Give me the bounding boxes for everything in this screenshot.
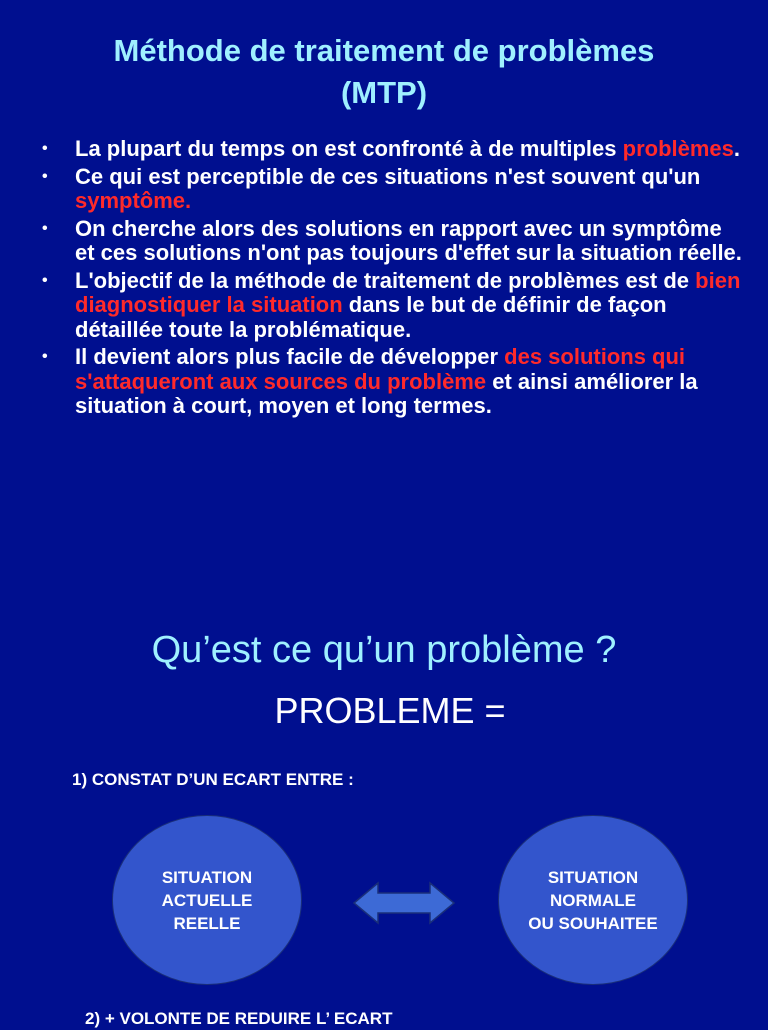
- bullet-dot-icon: •: [42, 219, 48, 237]
- bullet-text: On cherche alors des solutions en rapport avec un symptôme et ces solutions n'ont pas toujours d'effet sur la situation réelle.: [75, 215, 742, 265]
- situation-actuelle-circle: [112, 815, 302, 985]
- slide-title-line-2: (MTP): [340, 75, 428, 110]
- bullet-text: L'objectif de la méthode de traitement de problèmes est de: [75, 267, 696, 293]
- bullet-item: [42, 137, 742, 162]
- bullet-highlight: problèmes: [622, 136, 734, 161]
- bullet-highlight: des solutions qui s'attaqueront aux sources du problème: [75, 344, 686, 394]
- circle-line: NORMALE: [550, 890, 636, 910]
- bullet-highlight: symptôme.: [75, 188, 192, 213]
- circle-line: ACTUELLE: [161, 890, 253, 910]
- probleme-heading: PROBLEME =: [274, 690, 506, 731]
- circle-line: REELLE: [173, 913, 241, 933]
- bullet-dot-icon: •: [42, 167, 48, 185]
- situation-normale-circle: [498, 815, 688, 985]
- circle-line: SITUATION: [161, 867, 253, 887]
- constat-label: 1) CONSTAT D’UN ECART ENTRE :: [72, 770, 354, 789]
- slide-title-line-1: Méthode de traitement de problèmes: [113, 33, 655, 68]
- slide-title: [0, 30, 768, 114]
- bullet-text: La plupart du temps on est confronté à de multiples: [75, 136, 623, 161]
- bullet-text: Il devient alors plus facile de développer: [75, 344, 505, 369]
- bullet-dot-icon: •: [42, 271, 48, 289]
- bullet-list: [42, 137, 742, 422]
- bullet-text: Ce qui est perceptible de ces situations n'est souvent qu'un: [75, 163, 701, 189]
- bullet-text-end: et ainsi améliorer la situation à court, moyen et long termes.: [75, 368, 698, 418]
- volonte-label: 2) + VOLONTE DE REDUIRE L’ ECART: [85, 1009, 393, 1028]
- bullet-highlight: bien diagnostiquer la situation: [75, 267, 741, 317]
- bullet-item: [42, 269, 742, 343]
- circle-line: SITUATION: [547, 867, 639, 887]
- bullet-item: [42, 345, 742, 419]
- question-heading: Qu’est ce qu’un problème ?: [151, 629, 617, 671]
- double-arrow-icon: [350, 879, 458, 927]
- bullet-item: [42, 165, 742, 214]
- bullet-text-end: .: [733, 136, 741, 161]
- bullet-text-end: dans le but de définir de façon détaillée toute la problématique.: [75, 292, 667, 342]
- bullet-dot-icon: •: [42, 140, 48, 157]
- bullet-dot-icon: •: [42, 348, 48, 365]
- circle-line: OU SOUHAITEE: [528, 913, 658, 933]
- bullet-item: [42, 217, 742, 266]
